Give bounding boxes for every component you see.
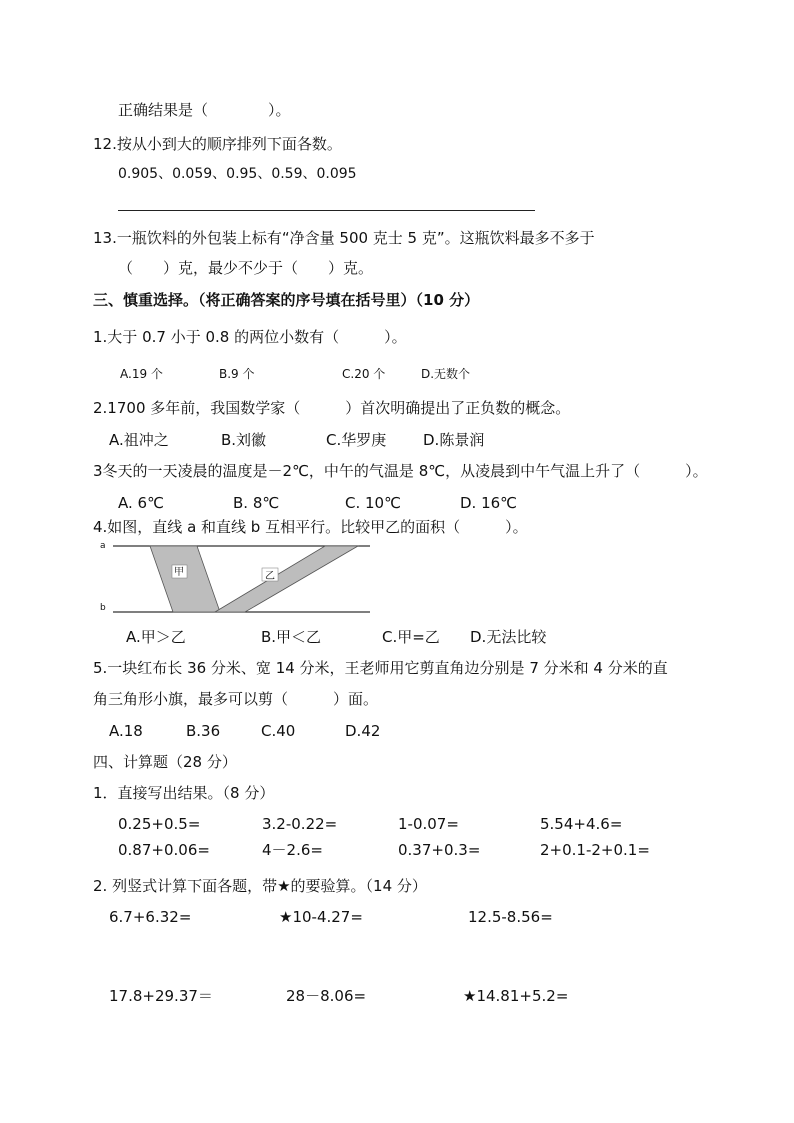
vertical-calc-5: 28－8.06= bbox=[286, 987, 367, 1005]
s3-q2-option-d: D.陈景润 bbox=[423, 431, 485, 449]
s3-q4-option-a: A.甲＞乙 bbox=[126, 628, 186, 646]
shape-jia bbox=[150, 546, 220, 612]
calc-2-1: 0.87+0.06= bbox=[118, 841, 210, 859]
vertical-calc-2: ★10-4.27= bbox=[279, 908, 363, 926]
question-13-line2: （ ）克，最少不少于（ ）克。 bbox=[118, 259, 374, 277]
shape-jia-label: 甲 bbox=[174, 567, 184, 578]
s3-question-3-stem: 3冬天的一天凌晨的温度是－2℃，中午的气温是 8℃，从凌晨到中午气温上升了（ ）。 bbox=[93, 462, 708, 480]
calc-2-4: 2+0.1-2+0.1= bbox=[540, 841, 650, 859]
s3-q1-option-d: D.无数个 bbox=[421, 367, 471, 381]
s3-q3-option-c: C. 10℃ bbox=[345, 494, 401, 512]
question-13-line1: 13.一瓶饮料的外包装上标有“净含量 500 克士 5 克”。这瓶饮料最多不多于 bbox=[93, 229, 595, 247]
question-11-tail: 正确结果是（ ）。 bbox=[118, 101, 291, 119]
s4-part-1-title: 1．直接写出结果。（8 分） bbox=[93, 784, 275, 802]
calc-1-2: 3.2-0.22= bbox=[262, 815, 338, 833]
s3-q3-option-b: B. 8℃ bbox=[233, 494, 280, 512]
calc-2-3: 0.37+0.3= bbox=[398, 841, 481, 859]
vertical-calc-6: ★14.81+5.2= bbox=[463, 987, 569, 1005]
calc-1-4: 5.54+4.6= bbox=[540, 815, 623, 833]
s3-q1-option-c: C.20 个 bbox=[342, 367, 386, 381]
s3-question-4-stem: 4.如图，直线 a 和直线 b 互相平行。比较甲乙的面积（ ）。 bbox=[93, 518, 528, 536]
s3-q5-option-a: A.18 bbox=[109, 722, 143, 740]
s3-question-5-line1: 5.一块红布长 36 分米、宽 14 分米，王老师用它剪直角边分别是 7 分米和 4 分米的直 bbox=[93, 659, 668, 677]
calc-1-1: 0.25+0.5= bbox=[118, 815, 201, 833]
s3-q4-option-b: B.甲＜乙 bbox=[261, 628, 322, 646]
s4-part-2-title: 2. 列竖式计算下面各题，带★的要验算。（14 分） bbox=[93, 877, 427, 895]
s3-q2-option-c: C.华罗庚 bbox=[326, 431, 387, 449]
s3-q2-option-a: A.祖冲之 bbox=[109, 431, 169, 449]
section-3-title: 三、慎重选择。（将正确答案的序号填在括号里）（10 分） bbox=[93, 291, 480, 309]
s3-q4-option-c: C.甲=乙 bbox=[382, 628, 440, 646]
calc-2-2: 4－2.6= bbox=[262, 841, 323, 859]
s3-q1-option-b: B.9 个 bbox=[219, 367, 255, 381]
s3-q3-option-d: D. 16℃ bbox=[460, 494, 518, 512]
line-a-label: a bbox=[100, 541, 106, 551]
s3-question-5-line2: 角三角形小旗，最多可以剪（ ）面。 bbox=[93, 690, 379, 708]
s3-q4-option-d: D.无法比较 bbox=[470, 628, 547, 646]
shape-yi-label: 乙 bbox=[265, 571, 275, 582]
s3-q5-option-b: B.36 bbox=[186, 722, 221, 740]
s3-q5-option-c: C.40 bbox=[261, 722, 296, 740]
s3-q3-option-a: A. 6℃ bbox=[118, 494, 164, 512]
s3-question-2-stem: 2.1700 多年前，我国数学家（ ）首次明确提出了正负数的概念。 bbox=[93, 399, 571, 417]
vertical-calc-1: 6.7+6.32= bbox=[109, 908, 192, 926]
s3-q1-option-a: A.19 个 bbox=[120, 367, 163, 381]
shape-yi bbox=[215, 546, 358, 612]
vertical-calc-4: 17.8+29.37＝ bbox=[109, 987, 213, 1005]
s3-q5-option-d: D.42 bbox=[345, 722, 381, 740]
s3-q2-option-b: B.刘徽 bbox=[221, 431, 267, 449]
parallel-lines-figure bbox=[95, 538, 380, 620]
vertical-calc-3: 12.5-8.56= bbox=[468, 908, 553, 926]
question-12-stem: 12.按从小到大的顺序排列下面各数。 bbox=[93, 135, 342, 153]
calc-1-3: 1-0.07= bbox=[398, 815, 459, 833]
question-12-numbers: 0.905、0.059、0.95、0.59、0.095 bbox=[118, 166, 357, 182]
answer-line bbox=[118, 210, 535, 211]
section-4-title: 四、计算题（28 分） bbox=[93, 753, 237, 771]
s3-question-1-stem: 1.大于 0.7 小于 0.8 的两位小数有（ ）。 bbox=[93, 328, 407, 346]
line-b-label: b bbox=[100, 603, 106, 613]
